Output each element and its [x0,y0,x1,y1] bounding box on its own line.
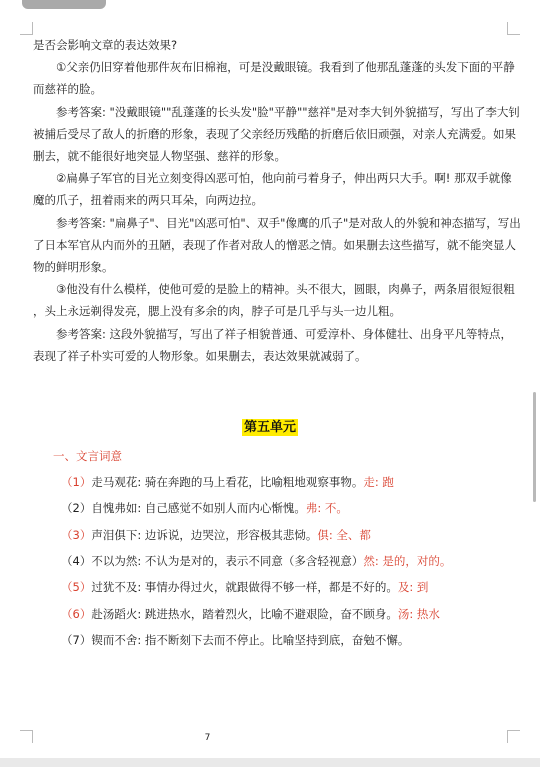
vocab-number: （5） [61,580,92,595]
body-line: 被捕后受尽了敌人的折磨的形象，表现了父亲经历残酷的折磨后依旧顽强，对亲人充满爱。如果 [33,126,516,141]
body-line: 参考答案: "扁鼻子"、目光"凶恶可怕"、双手"像鹰的爪子"是对敌人的外貌和神态描写，写出 [56,215,521,230]
vocab-item [33,469,507,495]
body-line: 而慈祥的脸。 [33,82,102,97]
body-line: ③他没有什么模样，使他可爱的是脸上的精神。头不很大，圆眼，肉鼻子，两条眉很短很粗 [56,282,515,297]
vocab-list [33,469,507,653]
page-content [33,34,521,653]
vocab-item [33,548,507,574]
vocab-item [33,495,507,521]
window-tab[interactable] [22,0,106,9]
vocab-answer: 走: 跑 [363,475,394,490]
vocab-answer: 及: 到 [397,580,429,595]
crop-mark-top-left [20,22,33,35]
section-title: 一、文言词意 [53,449,122,464]
page-number: 7 [204,733,211,743]
vocab-answer: 弗: 不。 [305,501,348,516]
body-line: 了日本军官从内而外的丑陋，表现了作者对敌人的憎恶之情。如果删去这些描写，就不能突显人 [33,237,516,252]
vocab-item [33,522,507,548]
body-line: 是否会影响文章的表达效果? [33,38,178,52]
vocab-definition: 不以为然: 不认为是对的，表示不同意（多含轻视意） [91,553,364,568]
vocab-definition: 走马观花: 骑在奔跑的马上看花，比喻粗地观察事物。 [91,475,364,490]
vocab-item [33,601,507,627]
vocab-number: （3） [61,527,92,542]
vocab-definition: 声泪俱下: 边诉说，边哭泣，形容极其悲恸。 [91,527,318,542]
vocab-answer: 然: 是的，对的。 [363,553,452,568]
vocab-number: （4） [61,553,92,568]
vocab-number: （1） [61,475,92,490]
vocab-definition: 自愧弗如: 自己感觉不如别人而内心惭愧。 [91,501,306,516]
body-line: 删去，就不能很好地突显人物坚强、慈祥的形象。 [33,149,286,164]
crop-mark-bottom-right [507,730,520,743]
scrollbar[interactable] [533,392,536,502]
body-line: 参考答案: "没戴眼镜""乱蓬蓬的长头发"脸"平静""慈祥"是对李大钊外貌描写，写出了李大钊 [56,104,520,119]
body-line: ①父亲仍旧穿着他那件灰布旧棉袍，可是没戴眼镜。我看到了他那乱蓬蓬的头发下面的平静 [56,60,515,75]
vocab-answer: 汤: 热水 [397,606,440,621]
body-line: 物的鲜明形象。 [33,260,114,275]
vocab-answer: 俱: 全、都 [317,527,371,542]
body-line: ②扁鼻子军官的目光立刻变得凶恶可怕，他向前弓着身子，伸出两只大手。啊! 那双手就像 [56,171,512,186]
body-line: 参考答案: 这段外貌描写，写出了祥子相貌普通、可爱淳朴、身体健壮、出身平凡等特点， [56,326,513,341]
body-line: ，头上永远剃得发亮，腮上没有多余的肉，脖子可是几乎与头一边儿粗。 [33,304,401,319]
body-text [33,34,521,367]
vocab-number: （2） [61,501,92,516]
body-line: 表现了祥子朴实可爱的人物形象。如果删去，表达效果就减弱了。 [33,348,367,363]
vocab-item [33,627,507,653]
body-line: 魔的爪子，扭着雨来的两只耳朵，向两边拉。 [33,193,263,208]
crop-mark-top-right [507,22,520,35]
vocab-item [33,574,507,600]
unit-title [33,416,507,438]
vocab-number: （6） [61,606,92,621]
unit-title-text: 第五单元 [243,420,296,436]
vocab-number: （7） [61,632,92,647]
section-gap [33,367,507,416]
vocab-definition: 赴汤蹈火: 跳进热水，踏着烈火，比喻不避艰险，奋不顾身。 [91,606,398,621]
vocab-definition: 锲而不舍: 指不断刻下去而不停止。比喻坚持到底，奋勉不懈。 [91,632,410,647]
vocab-definition: 过犹不及: 事情办得过火，就跟做得不够一样，都是不好的。 [91,580,398,595]
